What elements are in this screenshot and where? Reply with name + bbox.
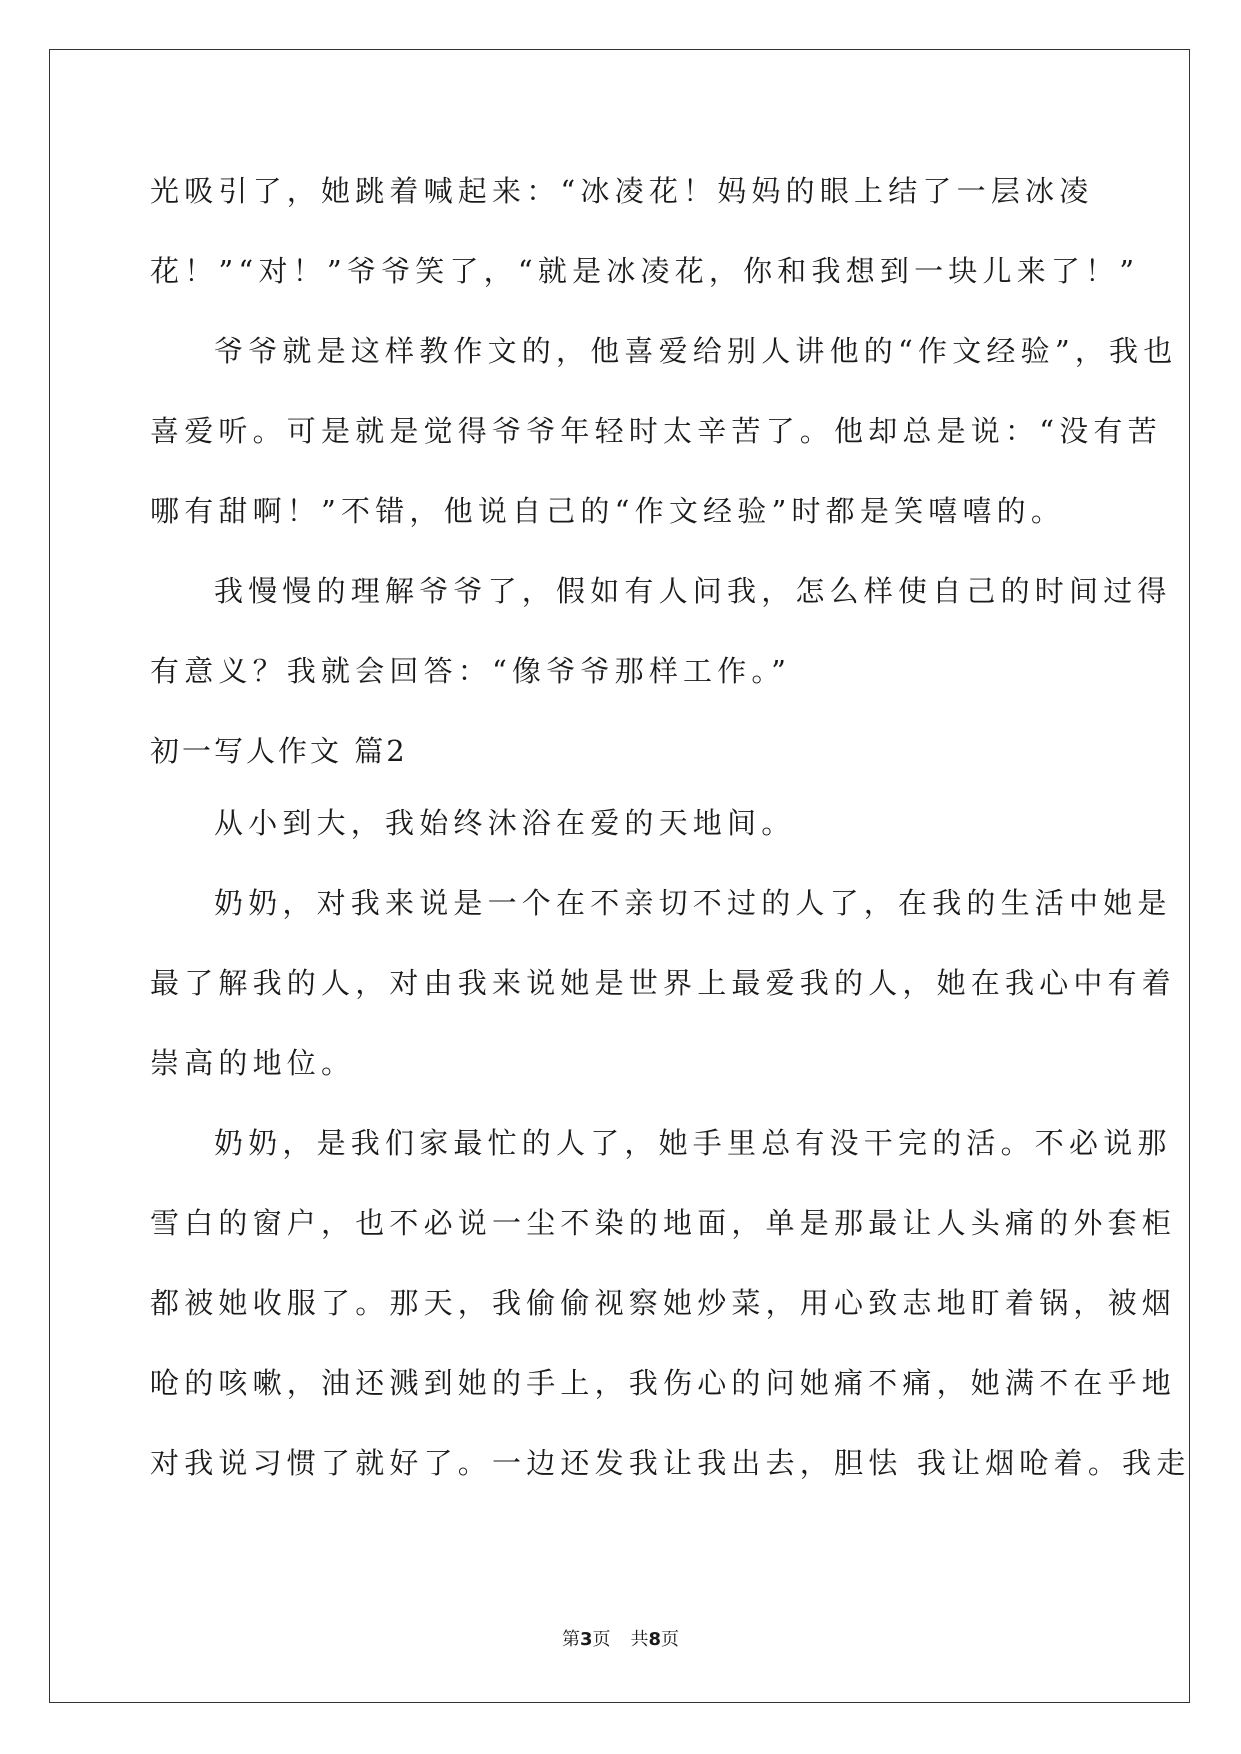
footer-total-prefix: 共 (630, 1629, 649, 1650)
document-body (150, 160, 1191, 1512)
paragraph-start-line: 我慢慢的理解爷爷了，假如有人问我，怎么样使自己的时间过得 (214, 574, 1172, 608)
text-line: 崇高的地位。 (150, 1046, 356, 1080)
text-line: 有意义？我就会回答：“像爷爷那样工作。” (150, 654, 792, 688)
paragraph-start-line: 从小到大，我始终沐浴在爱的天地间。 (214, 806, 796, 840)
text-line: 都被她收服了。那天，我偷偷视察她炒菜，用心致志地盯着锅，被烟 (150, 1286, 1177, 1320)
text-line: 光吸引了，她跳着喊起来：“冰凌花！妈妈的眼上结了一层冰凌 (150, 174, 1094, 208)
footer-page-prefix: 第 (561, 1629, 580, 1650)
section-heading: 初一写人作文 篇2 (150, 734, 408, 768)
page-footer (0, 1625, 1241, 1651)
text-line: 呛的咳嗽，油还溅到她的手上，我伤心的问她痛不痛，她满不在乎地 (150, 1366, 1177, 1400)
paragraph-start-line: 奶奶，是我们家最忙的人了，她手里总有没干完的活。不必说那 (214, 1126, 1172, 1160)
text-line: 对我说习惯了就好了。一边还发我让我出去，胆怯 我让烟呛着。我走 (150, 1446, 1191, 1480)
text-line: 最了解我的人，对由我来说她是世界上最爱我的人，她在我心中有着 (150, 966, 1177, 1000)
text-line: 哪有甜啊！”不错，他说自己的“作文经验”时都是笑嘻嘻的。 (150, 494, 1066, 528)
text-line: 雪白的窗户，也不必说一尘不染的地面，单是那最让人头痛的外套柜 (150, 1206, 1177, 1240)
paragraph-start-line: 爷爷就是这样教作文的，他喜爱给别人讲他的“作文经验”，我也 (214, 334, 1178, 368)
footer-page-suffix: 页 (592, 1629, 611, 1650)
footer-total-suffix: 页 (661, 1629, 680, 1650)
footer-total-pages: 8 (648, 1629, 662, 1650)
paragraph-start-line: 奶奶，对我来说是一个在不亲切不过的人了，在我的生活中她是 (214, 886, 1172, 920)
footer-current-page: 3 (579, 1629, 593, 1650)
text-line: 喜爱听。可是就是觉得爷爷年轻时太辛苦了。他却总是说：“没有苦 (150, 414, 1162, 448)
text-line: 花！”“对！”爷爷笑了，“就是冰凌花，你和我想到一块儿来了！” (150, 254, 1140, 288)
